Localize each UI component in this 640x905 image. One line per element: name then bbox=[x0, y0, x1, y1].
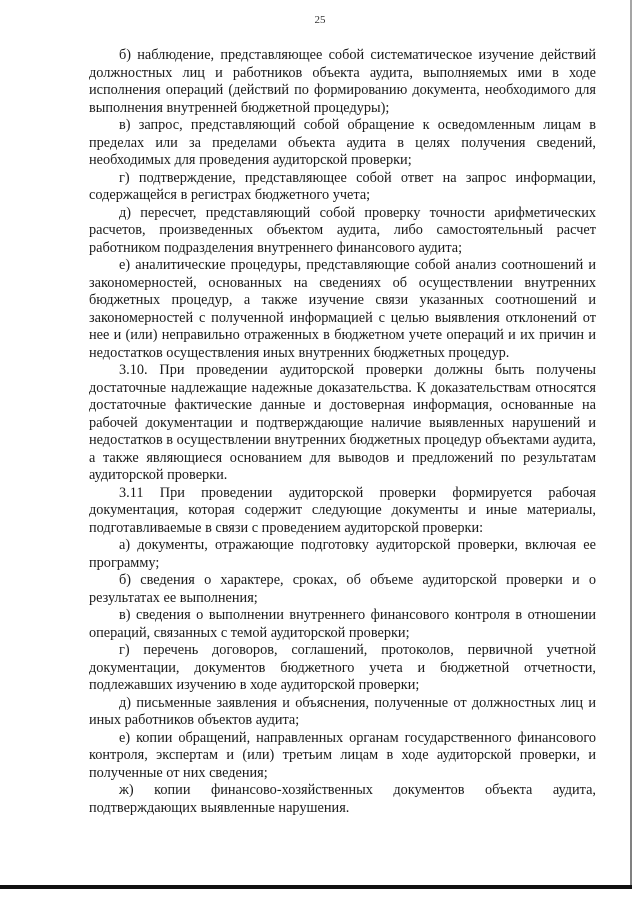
paragraph-3-10-evidence: 3.10. При проведении аудиторской проверки должны быть получены достаточные надлежащие надежные доказательства. К доказательствам относятся достаточные фактические данные и достоверная информация, основанные на рабочей документации и подтверждающие наличие выявленных нарушений и недостатков в осуществлении внутренних бюджетных процедур объектами аудита, а также являющиеся основанием для выводов и предложений по результатам аудиторской проверки. bbox=[89, 362, 596, 483]
scan-bottom-edge bbox=[0, 885, 632, 889]
list-item-d-statements: д) письменные заявления и объяснения, полученные от должностных лиц и иных работников объектов аудита; bbox=[89, 694, 596, 728]
paragraph-3-11-working-documentation: 3.11 При проведении аудиторской проверки формируется рабочая документация, которая содержит следующие документы и иные материалы, подготавливаемые в связи с проведением аудиторской проверки: bbox=[89, 484, 596, 536]
paragraph-e-analytical-procedures: е) аналитические процедуры, представляющие собой анализ соотношений и закономерностей, основанных на сведениях об осуществлении внутренних бюджетных процедур, а также изучение связи указанных соотношений и закономерностей с полученной информацией с целью выявления отклонений от нее и (или) неправильно отраженных в бюджетном учете операций и их причин и недостатков осуществления иных внутренних бюджетных процедур. bbox=[89, 257, 596, 361]
paragraph-b-observation: б) наблюдение, представляющее собой систематическое изучение действий должностных лиц и работников объекта аудита, выполняемых ими в ходе исполнения операций (действий по формированию документа, необходимого для выполнения внутренней бюджетной процедуры); bbox=[89, 47, 596, 116]
list-item-v-internal-control: в) сведения о выполнении внутреннего финансового контроля в отношении операций, связанных с темой аудиторской проверки; bbox=[89, 607, 596, 641]
scan-right-edge bbox=[630, 0, 632, 885]
paragraph-g-confirmation: г) подтверждение, представляющее собой ответ на запрос информации, содержащейся в регистрах бюджетного учета; bbox=[89, 169, 596, 203]
list-item-a-documents: а) документы, отражающие подготовку аудиторской проверки, включая ее программу; bbox=[89, 537, 596, 571]
list-item-e-appeal-copies: е) копии обращений, направленных органам государственного финансового контроля, экспертам и (или) третьим лицам в ходе аудиторской проверки, и полученные от них сведения; bbox=[89, 729, 596, 781]
paragraph-v-request: в) запрос, представляющий собой обращение к осведомленным лицам в пределах или за пределами объекта аудита в целях получения сведений, необходимых для проведения аудиторской проверки; bbox=[89, 117, 596, 168]
document-body bbox=[89, 47, 596, 817]
page-number: 25 bbox=[314, 14, 326, 26]
paragraph-d-recalculation: д) пересчет, представляющий собой проверку точности арифметических расчетов, произведенных объектом аудита, либо самостоятельный расчет работником подразделения внутреннего финансового аудита; bbox=[89, 204, 596, 256]
list-item-g-contract-list: г) перечень договоров, соглашений, протоколов, первичной учетной документации, документов бюджетного учета и бюджетной отчетности, подлежавших изучению в ходе аудиторской проверки; bbox=[89, 642, 596, 693]
list-item-zh-document-copies: ж) копии финансово-хозяйственных документов объекта аудита, подтверждающих выявленные нарушения. bbox=[89, 782, 596, 816]
list-item-b-information: б) сведения о характере, сроках, об объеме аудиторской проверки и о результатах ее выполнения; bbox=[89, 572, 596, 606]
